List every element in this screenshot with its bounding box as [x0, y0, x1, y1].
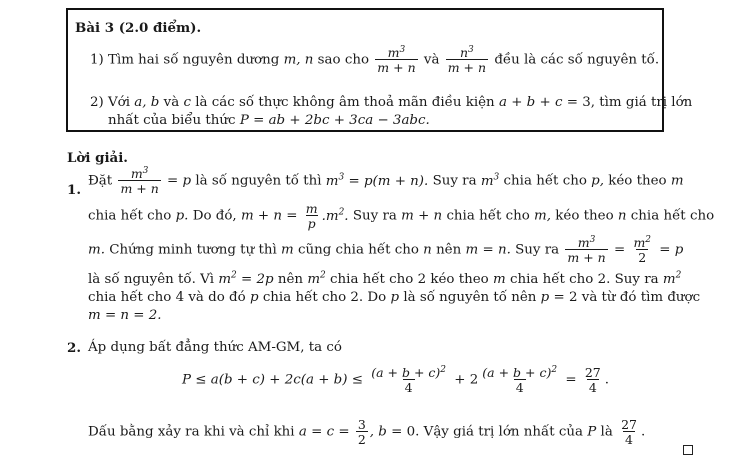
solution-1-line-1: Đặt $\frac{m^3}{m + n}$ = p là số nguyên tố thì $m^3 = p(m + n)$. Suy ra $m^3$ chia hết cho p, kéo theo m	[88, 165, 684, 197]
question-2-line-2: nhất của biểu thức P = ab + 2bc + 3ca − 3abc.	[108, 113, 430, 128]
solution-1-line-2: chia hết cho p. Do đó, m + n = $\frac{m}{p}$ $.m^2$. Suy ra m + n chia hết cho m, kéo theo n chia hết cho	[88, 201, 715, 232]
fraction-n3-over-m-plus-n: $\frac{n^3}{m + n}$	[447, 44, 487, 76]
solution-1-line-5: chia hết cho 4 và do đó p chia hết cho 2. Do p là số nguyên tố nên p = 2 và từ đó tìm được	[88, 290, 701, 305]
fraction-sum-squared-over-4-2: $\frac{(a + b + c)^2}{4}$	[482, 364, 558, 396]
q2-formula: P = ab + 2bc + 3ca − 3abc.	[239, 113, 430, 128]
fraction-27-over-4-final: $\frac{27}{4}$	[621, 417, 637, 448]
solution-1-line-3: m. Chứng minh tương tự thì m cũng chia hết cho n nên m = n. Suy ra $\frac{m^3}{m + n}$ = $\frac{m^2}{2}$ = p	[88, 234, 684, 266]
fraction-m3-over-m-plus-n-3: $\frac{m^3}{m + n}$	[567, 234, 606, 266]
solution-2-intro: Áp dụng bất đẳng thức AM-GM, ta có	[88, 340, 342, 355]
q2-number: 2)	[90, 95, 104, 110]
solution-item-2-number: 2.	[67, 340, 81, 356]
fraction-sum-squared-over-4: $\frac{(a + b + c)^2}{4}$	[371, 364, 447, 396]
fraction-m3-over-m-plus-n-2: $\frac{m^3}{m + n}$	[120, 165, 159, 197]
solution-1-line-6: m = n = 2.	[88, 308, 162, 323]
solution-item-1-number: 1.	[67, 182, 81, 198]
solution-1-line-4: là số nguyên tố. Vì $m^2 = 2p$ nên $m^2$ chia hết cho 2 kéo theo m chia hết cho 2. Suy ra $m^2$	[88, 270, 682, 287]
q1-number: 1)	[90, 52, 104, 68]
fraction-3-over-2: $\frac{3}{2}$	[357, 417, 366, 448]
question-1: 1) Tìm hai số nguyên dương m, n sao cho $\frac{m^3}{m + n}$ và $\frac{n^3}{m + n}$ đều là các số nguyên tố.	[90, 44, 660, 76]
fraction-m2-over-2: $\frac{m^2}{2}$	[633, 234, 652, 266]
qed-box-icon	[683, 445, 693, 455]
solution-2-conclusion: Dấu bằng xảy ra khi và chỉ khi a = c = $\frac{3}{2}$ , b = 0. Vậy giá trị lớn nhất của P là $\frac{27}{4}$ .	[88, 417, 646, 448]
fraction-27-over-4: $\frac{27}{4}$	[584, 365, 601, 396]
question-2-line-1: 2) Với a, b và c là các số thực không âm thoả mãn điều kiện a + b + c = 3, tìm giá trị lớn	[90, 95, 693, 110]
fraction-m-over-p: $\frac{m}{p}$	[305, 201, 318, 232]
fraction-m3-over-m-plus-n: $\frac{m^3}{m + n}$	[377, 44, 416, 76]
am-gm-inequality: P ≤ a(b + c) + 2c(a + b) ≤ $\frac{(a + b + c)^2}{4}$ + 2 $\frac{(a + b + c)^2}{4}$ = $\frac{27}{4}$ .	[182, 364, 610, 396]
problem-heading: Bài 3 (2.0 điểm).	[75, 20, 202, 36]
solution-heading: Lời giải.	[67, 150, 128, 166]
